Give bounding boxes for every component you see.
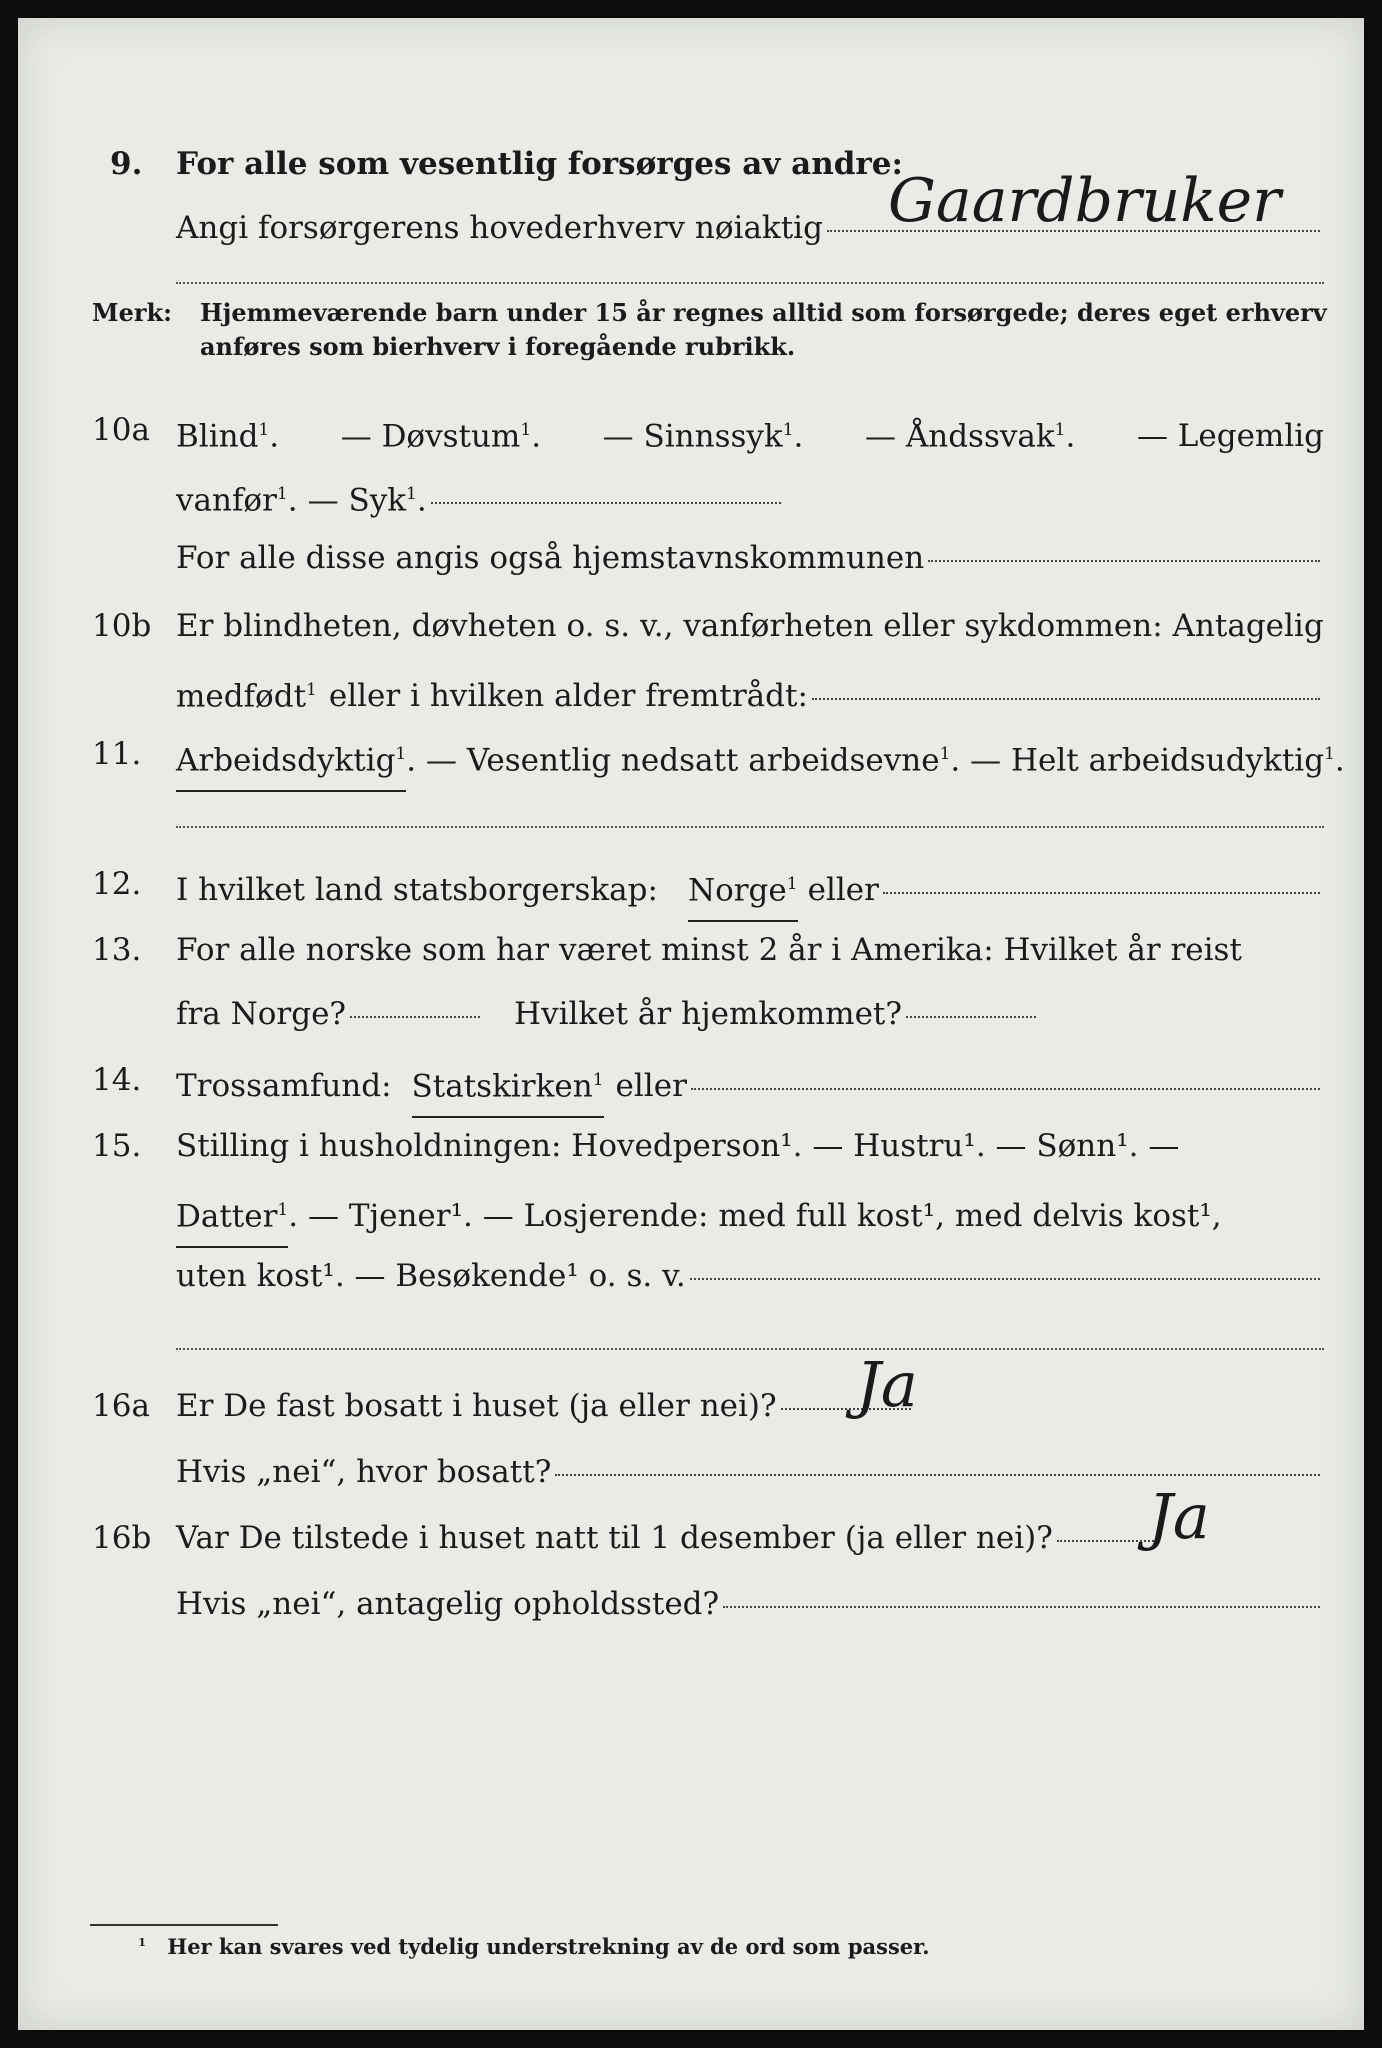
q16a-bosatt-field[interactable] xyxy=(555,1474,1320,1476)
q16a-line1 xyxy=(18,1376,1364,1436)
q12-suffix: eller xyxy=(807,872,879,909)
q9-extra-line xyxy=(176,282,1324,284)
q16b-opphold-field[interactable] xyxy=(723,1606,1320,1608)
q15-text: Stilling i husholdningen: Hovedperson¹. — Hustru¹. — Sønn¹. — xyxy=(176,1128,1180,1164)
merk-text: Hjemmeværende barn under 15 år regnes alltid som forsørgede; deres eget erhverv anføres som bierhverv i foregående rubrikk. xyxy=(200,298,1327,361)
q10a-opt-dovstum[interactable]: — Døvstum$^1$. xyxy=(340,418,542,455)
q15-line3 xyxy=(18,1246,1364,1306)
q10a-line1 xyxy=(18,400,1364,460)
q15-line2 xyxy=(18,1180,1364,1240)
q16a-bosatt-label: Hvis „nei“, hvor bosatt? xyxy=(176,1454,552,1490)
q15-field[interactable] xyxy=(690,1278,1320,1280)
q16b-line2 xyxy=(18,1574,1364,1634)
q14-suffix: eller xyxy=(615,1068,687,1105)
q11-opt-arbeidsdyktig[interactable]: Arbeidsdyktig$^1$ xyxy=(176,724,406,792)
q13-reist-field[interactable] xyxy=(350,1016,480,1018)
q10a-syk-field[interactable] xyxy=(431,502,781,504)
q15-line3-text: uten kost¹. — Besøkende¹ o. s. v. xyxy=(176,1258,686,1294)
q11-extra-line xyxy=(176,826,1324,828)
q15-options: . — Tjener¹. — Losjerende: med full kost¹, med delvis kost¹, xyxy=(288,1198,1222,1235)
q10a-opt-vanfor[interactable]: vanfør$^1$. xyxy=(176,482,298,519)
q10a-hjemstavn-field[interactable] xyxy=(928,560,1320,562)
q14-number: 14. xyxy=(92,1062,142,1098)
q16a-number: 16a xyxy=(92,1388,150,1424)
q10b-line1 xyxy=(18,596,1364,656)
q10a-number: 10a xyxy=(92,412,150,448)
footnote-marker: 1 xyxy=(138,1935,147,1949)
q10b-text: Er blindheten, døvheten o. s. v., vanførheten eller sykdommen: Antagelig xyxy=(176,608,1324,644)
q10b-alder-label: eller i hvilken alder fremtrådt: xyxy=(328,678,808,715)
q12-number: 12. xyxy=(92,866,142,902)
q10b-opt-medfodt[interactable]: medfødt$^1$ xyxy=(176,678,317,715)
q12-field[interactable] xyxy=(883,892,1320,894)
q11-opt-udyktig[interactable]: . — Helt arbeidsudyktig$^1$. xyxy=(950,742,1345,779)
merk-label: Merk: xyxy=(92,298,172,327)
census-form-page xyxy=(18,18,1364,2030)
q16b-text: Var De tilstede i huset natt til 1 desember (ja eller nei)? xyxy=(176,1520,1053,1556)
q10a-hjemstavn-label: For alle disse angis også hjemstavnskommunen xyxy=(176,540,925,576)
q10b-alder-field[interactable] xyxy=(812,698,1320,700)
q16b-handwritten-answer: Ja xyxy=(1148,1480,1210,1553)
q10a-line2 xyxy=(18,464,1364,524)
footnote-rule xyxy=(90,1924,278,1926)
q16a-handwritten-answer: Ja xyxy=(856,1348,918,1421)
q9-label: Angi forsørgerens hovederhverv nøiaktig xyxy=(176,210,823,246)
q12-text: I hvilket land statsborgerskap: xyxy=(176,872,658,909)
q9-number: 9. xyxy=(110,146,143,182)
q12-line xyxy=(18,854,1364,914)
q13-hjemkommet-label: Hvilket år hjemkommet? xyxy=(514,996,903,1032)
q14-opt-statskirken[interactable]: Statskirken$^1$ xyxy=(412,1050,604,1118)
q13-number: 13. xyxy=(92,932,142,968)
q15-opt-datter[interactable]: Datter$^1$ xyxy=(176,1180,288,1248)
q10a-opt-syk[interactable]: — Syk$^1$. xyxy=(307,482,427,519)
q14-text: Trossamfund: xyxy=(176,1068,392,1105)
q16b-opphold-label: Hvis „nei“, antagelig opholdssted? xyxy=(176,1586,720,1622)
q12-opt-norge[interactable]: Norge$^1$ xyxy=(688,854,798,922)
q14-line xyxy=(18,1050,1364,1110)
q9-text: For alle som vesentlig forsørges av andre: xyxy=(176,146,903,182)
q13-reist-label: fra Norge? xyxy=(176,996,347,1032)
q16b-field[interactable] xyxy=(1057,1540,1157,1542)
q13-line2 xyxy=(18,984,1364,1044)
q10a-line3 xyxy=(18,528,1364,588)
q11-line xyxy=(18,724,1364,784)
q10b-line2 xyxy=(18,660,1364,720)
q9-handwritten-answer: Gaardbruker xyxy=(888,166,1281,236)
q15-extra-line xyxy=(176,1348,1324,1350)
q13-line1 xyxy=(18,920,1364,980)
q11-opt-nedsatt[interactable]: . — Vesentlig nedsatt arbeidsevne$^1$ xyxy=(406,742,951,779)
q10a-opt-legemlig[interactable]: — Legemlig xyxy=(1136,418,1324,455)
footnote xyxy=(138,1934,930,1959)
q10a-opt-sinnssyk[interactable]: — Sinnssyk$^1$. xyxy=(602,418,804,455)
q11-number: 11. xyxy=(92,736,142,772)
q13-hjemkommet-field[interactable] xyxy=(906,1016,1036,1018)
q16a-text: Er De fast bosatt i huset (ja eller nei)? xyxy=(176,1388,777,1424)
q14-field[interactable] xyxy=(691,1088,1320,1090)
footnote-text: Her kan svares ved tydelig understrekning av de ord som passer. xyxy=(167,1934,930,1959)
q10b-number: 10b xyxy=(92,608,152,644)
q15-line1 xyxy=(18,1116,1364,1176)
q10a-opt-blind[interactable]: Blind$^1$. xyxy=(176,418,280,455)
q13-text: For alle norske som har været minst 2 år i Amerika: Hvilket år reist xyxy=(176,932,1242,968)
q10a-opt-andssvak[interactable]: — Åndssvak$^1$. xyxy=(865,418,1076,455)
q15-number: 15. xyxy=(92,1128,142,1164)
q16b-number: 16b xyxy=(92,1520,152,1556)
